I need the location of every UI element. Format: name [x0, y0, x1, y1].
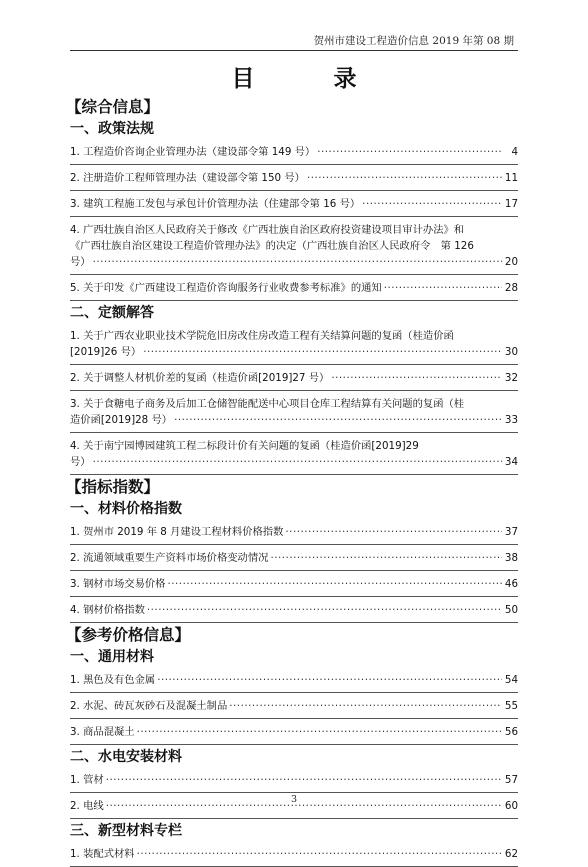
- entry-rule: [70, 622, 518, 623]
- entry-rule: [70, 216, 518, 217]
- toc-page-number: 28: [504, 282, 518, 294]
- running-header: 贺州市建设工程造价信息 2019 年第 08 期: [313, 35, 514, 47]
- toc-page-number: 4: [511, 146, 518, 158]
- toc-entry-text: 号）: [70, 256, 91, 268]
- toc-entry-row: [70, 344, 518, 360]
- toc-entry-text: 1. 关于广西农业职业技术学院危旧房改住房改造工程有关结算问题的复函（桂造价函: [70, 330, 454, 342]
- entry-rule: [70, 818, 518, 819]
- subsection-heading: 二、水电安装材料: [70, 749, 182, 765]
- dot-leader: [167, 576, 502, 592]
- toc-entry-row: [70, 576, 518, 592]
- toc-entry-text: 3. 钢材市场交易价格: [70, 578, 166, 590]
- toc-entry[interactable]: [70, 196, 518, 212]
- toc-entry-row: [70, 698, 518, 714]
- toc-page-number: 50: [504, 604, 518, 616]
- entry-rule: [70, 190, 518, 191]
- toc-page-number: 20: [504, 256, 518, 268]
- toc-entry-text: 1. 黑色及有色金属: [70, 674, 156, 686]
- toc-entry-row: [70, 602, 518, 618]
- toc-entry-text: 1. 贺州市 2019 年 8 月建设工程材料价格指数: [70, 526, 284, 538]
- toc-page-number: 33: [504, 414, 518, 426]
- dot-leader: [270, 550, 502, 566]
- entry-rule: [70, 432, 518, 433]
- toc-entry-text: 2. 注册造价工程师管理办法（建设部令第 150 号）: [70, 172, 305, 184]
- toc-page-number: 46: [504, 578, 518, 590]
- toc-page-number: 62: [504, 848, 518, 860]
- entry-rule: [70, 570, 518, 571]
- table-of-contents: [66, 95, 518, 867]
- toc-entry-row: [70, 254, 518, 270]
- dot-leader: [331, 370, 502, 386]
- toc-entry[interactable]: [70, 698, 518, 714]
- subsection-heading: 一、通用材料: [70, 649, 154, 665]
- entry-rule: [70, 274, 518, 275]
- toc-entry[interactable]: [70, 672, 518, 688]
- dot-leader: [307, 170, 502, 186]
- dot-leader: [147, 602, 502, 618]
- entry-rule: [70, 596, 518, 597]
- toc-entry-text: 1. 管材: [70, 774, 104, 786]
- toc-page-number: 34: [504, 456, 518, 468]
- entry-rule: [70, 744, 518, 745]
- toc-entry-row: [70, 412, 518, 428]
- toc-entry-row: [70, 144, 518, 160]
- subsection-heading: 二、定额解答: [70, 305, 154, 321]
- section-heading: 【参考价格信息】: [66, 626, 191, 644]
- toc-entry[interactable]: [70, 602, 518, 618]
- subsection-heading: 三、新型材料专栏: [70, 823, 182, 839]
- toc-entry[interactable]: [70, 550, 518, 566]
- toc-entry[interactable]: [70, 370, 518, 386]
- entry-rule: [70, 792, 518, 793]
- toc-page-number: 30: [504, 346, 518, 358]
- subsection-heading: 一、材料价格指数: [70, 501, 182, 517]
- dot-leader: [362, 196, 502, 212]
- dot-leader: [174, 412, 502, 428]
- dot-leader: [137, 724, 502, 740]
- toc-page-number: 11: [504, 172, 518, 184]
- dot-leader: [384, 280, 502, 296]
- dot-leader: [93, 454, 502, 470]
- toc-entry-text: [2019]26 号）: [70, 346, 142, 358]
- toc-page-number: 17: [504, 198, 518, 210]
- toc-entry[interactable]: [70, 772, 518, 788]
- toc-entry[interactable]: [70, 328, 518, 360]
- toc-entry[interactable]: [70, 576, 518, 592]
- toc-entry-row: [70, 672, 518, 688]
- toc-entry-text: 1. 装配式材料: [70, 848, 135, 860]
- toc-entry[interactable]: [70, 724, 518, 740]
- entry-rule: [70, 692, 518, 693]
- entry-rule: [70, 474, 518, 475]
- section-heading: 【指标指数】: [66, 478, 160, 496]
- toc-entry[interactable]: [70, 280, 518, 296]
- toc-entry-text: 《广西壮族自治区建设工程造价管理办法》的决定（广西壮族自治区人民政府令 第 126: [70, 240, 474, 252]
- toc-entry-row: [70, 772, 518, 788]
- dot-leader: [317, 144, 502, 160]
- toc-page-number: 57: [504, 774, 518, 786]
- toc-entry-text: 4. 广西壮族自治区人民政府关于修改《广西壮族自治区政府投资建设项目审计办法》和: [70, 224, 465, 236]
- page-number: 3: [290, 794, 298, 805]
- entry-rule: [70, 164, 518, 165]
- toc-entry-text: 4. 钢材价格指数: [70, 604, 145, 616]
- toc-entry-text: 号）: [70, 456, 91, 468]
- toc-page-number: 54: [504, 674, 518, 686]
- toc-entry-text: 2. 水泥、砖瓦灰砂石及混凝土制品: [70, 700, 228, 712]
- toc-entry[interactable]: [70, 438, 518, 470]
- dot-leader: [143, 344, 502, 360]
- toc-page-number: 60: [504, 800, 518, 812]
- toc-entry[interactable]: [70, 524, 518, 540]
- entry-rule: [70, 390, 518, 391]
- toc-entry-text: 3. 关于食糖电子商务及后加工仓储智能配送中心项目仓库工程结算有关问题的复函（桂: [70, 398, 465, 410]
- toc-entry-text: 5. 关于印发《广西建设工程造价咨询服务行业收费参考标准》的通知: [70, 282, 382, 294]
- toc-page-number: 55: [504, 700, 518, 712]
- toc-entry-row: [70, 196, 518, 212]
- section-heading: 【综合信息】: [66, 98, 160, 116]
- entry-rule: [70, 544, 518, 545]
- toc-entry[interactable]: [70, 144, 518, 160]
- entry-rule: [70, 718, 518, 719]
- toc-entry-row: [70, 280, 518, 296]
- dot-leader: [93, 254, 502, 270]
- dot-leader: [106, 772, 502, 788]
- dot-leader: [137, 846, 502, 862]
- toc-entry[interactable]: [70, 170, 518, 186]
- toc-entry-row: [70, 724, 518, 740]
- subsection-heading: 一、政策法规: [70, 121, 154, 137]
- toc-entry-row: [70, 170, 518, 186]
- toc-entry[interactable]: [70, 222, 518, 270]
- toc-entry-row: [70, 550, 518, 566]
- toc-entry-text: 2. 关于调整人材机价差的复函（桂造价函[2019]27 号）: [70, 372, 330, 384]
- dot-leader: [229, 698, 502, 714]
- dot-leader: [285, 524, 502, 540]
- toc-page-number: 37: [504, 526, 518, 538]
- toc-title: 目 录: [231, 65, 385, 92]
- toc-entry-text: 3. 商品混凝土: [70, 726, 135, 738]
- toc-entry[interactable]: [70, 846, 518, 862]
- toc-page-number: 56: [504, 726, 518, 738]
- entry-rule: [70, 364, 518, 365]
- toc-entry-row: [70, 370, 518, 386]
- toc-entry-text: 2. 流通领域重要生产资料市场价格变动情况: [70, 552, 269, 564]
- header-rule: [70, 50, 518, 51]
- entry-rule: [70, 300, 518, 301]
- toc-entry-text: 3. 建筑工程施工发包与承包计价管理办法（住建部令第 16 号）: [70, 198, 361, 210]
- toc-page-number: 32: [504, 372, 518, 384]
- toc-entry-text: 4. 关于南宁园博园建筑工程二标段计价有关问题的复函（桂造价函[2019]29: [70, 440, 419, 452]
- toc-entry-row: [70, 524, 518, 540]
- toc-entry-text: 2. 电线: [70, 800, 104, 812]
- toc-entry[interactable]: [70, 396, 518, 428]
- toc-entry-row: [70, 846, 518, 862]
- toc-entry-row: [70, 454, 518, 470]
- dot-leader: [157, 672, 502, 688]
- toc-entry-text: 造价函[2019]28 号）: [70, 414, 173, 426]
- toc-entry-text: 1. 工程造价咨询企业管理办法（建设部令第 149 号）: [70, 146, 316, 158]
- toc-page-number: 38: [504, 552, 518, 564]
